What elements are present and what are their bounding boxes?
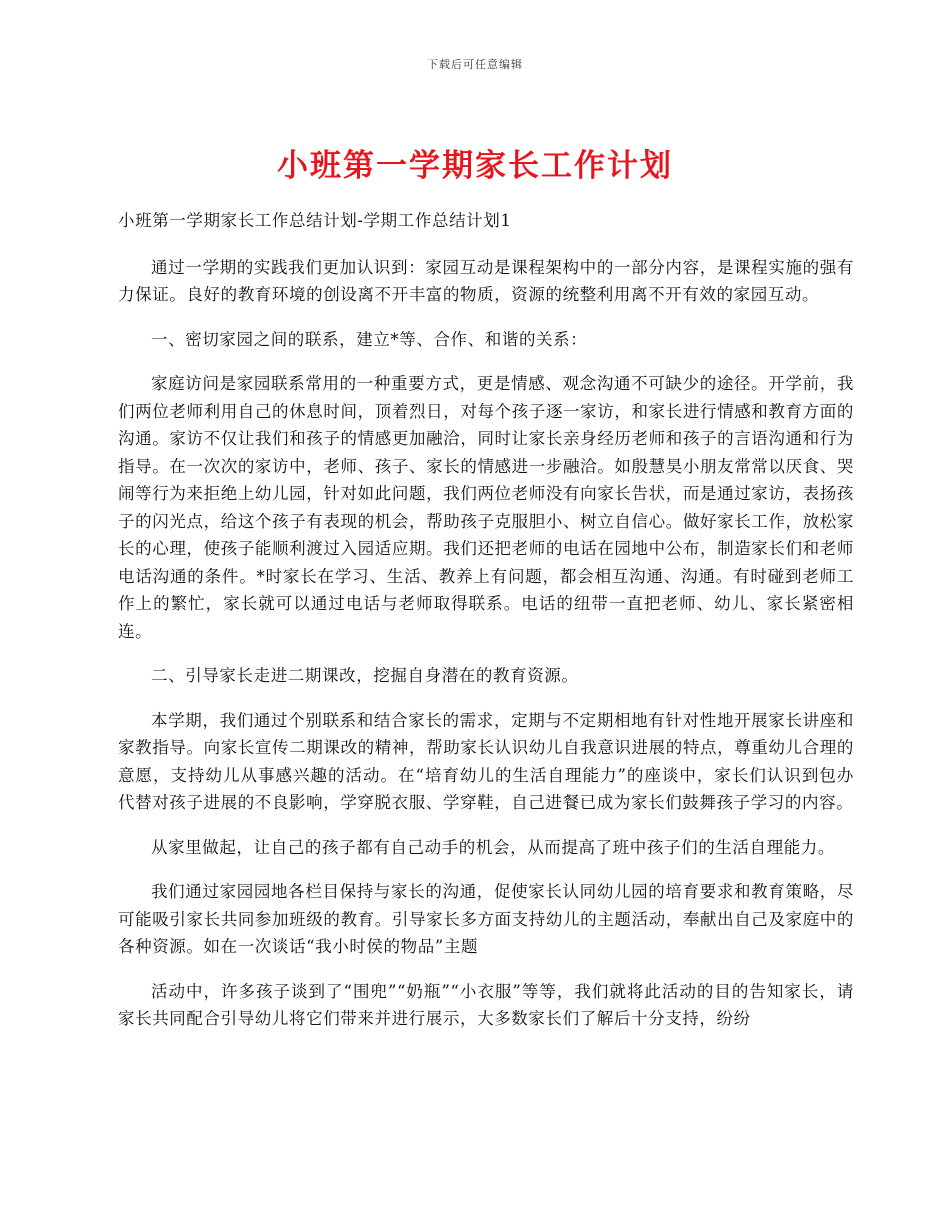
paragraph-home-garden: 我们通过家园园地各栏目保持与家长的沟通，促使家长认同幼儿园的培育要求和教育策略，尽可能吸引家长共同参加班级的教育。引导家长多方面支持幼儿的主题活动，奉献出自己及家庭中的各种资源。如在一次谈话“我小时侯的物品”主题	[118, 882, 854, 956]
paragraph-this-semester: 本学期，我们通过个别联系和结合家长的需求，定期与不定期相地有针对性地开展家长讲座和家教指导。向家长宣传二期课改的精神，帮助家长认识幼儿自我意识进展的特点，尊重幼儿合理的意愿，支持幼儿从事感兴趣的活动。在“培育幼儿的生活自理能力”的座谈中，家长们认识到包办代替对孩子进展的不良影响，学穿脱衣服、学穿鞋，自己进餐已成为家长们鼓舞孩子学习的内容。	[118, 710, 854, 812]
header-note: 下载后可任意编辑	[427, 58, 523, 71]
paragraph-home-visit: 家庭访问是家园联系常用的一种重要方式，更是情感、观念沟通不可缺少的途径。开学前，我们两位老师利用自己的休息时间，顶着烈日，对每个孩子逐一家访，和家长进行情感和教育方面的沟通。家访不仅让我们和孩子的情感更加融洽，同时让家长亲身经历老师和孩子的言语沟通和行为指导。在一次次的家访中，老师、孩子、家长的情感进一步融洽。如殷慧昊小朋友常常以厌食、哭闹等行为来拒绝上幼儿园，针对如此问题，我们两位老师没有向家长告状，而是通过家访，表扬孩子的闪光点，给这个孩子有表现的机会，帮助孩子克服胆小、树立自信心。做好家长工作，放松家长的心理，使孩子能顺利渡过入园适应期。我们还把老师的电话在园地中公布，制造家长们和老师电话沟通的条件。*时家长在学习、生活、教养上有问题，都会相互沟通、沟通。有时碰到老师工作上的繁忙，家长就可以通过电话与老师取得联系。电话的纽带一直把老师、幼儿、家长紧密相连。	[118, 374, 854, 641]
paragraph-intro: 通过一学期的实践我们更加认识到：家园互动是课程架构中的一部分内容，是课程实施的强有力保证。良好的教育环境的创设离不开丰富的物质，资源的统整利用离不开有效的家园互动。	[118, 257, 854, 304]
section-heading-1: 一、密切家园之间的联系，建立*等、合作、和谐的关系：	[151, 329, 588, 349]
document-subtitle: 小班第一学期家长工作总结计划-学期工作总结计划1	[118, 211, 512, 230]
section-heading-2: 二、引导家长走进二期课改，挖掘自身潜在的教育资源。	[151, 666, 579, 685]
document-title: 小班第一学期家长工作计划	[277, 148, 673, 184]
paragraph-activity: 活动中，许多孩子谈到了“围兜”“奶瓶”“小衣服”等等，我们就将此活动的目的告知家长，请家长共同配合引导幼儿将它们带来并进行展示，大多数家长们了解后十分支持，纷纷	[118, 981, 854, 1028]
document-body	[118, 207, 854, 1050]
paragraph-from-home: 从家里做起，让自己的孩子都有自己动手的机会，从而提高了班中孩子们的生活自理能力。	[151, 837, 835, 857]
